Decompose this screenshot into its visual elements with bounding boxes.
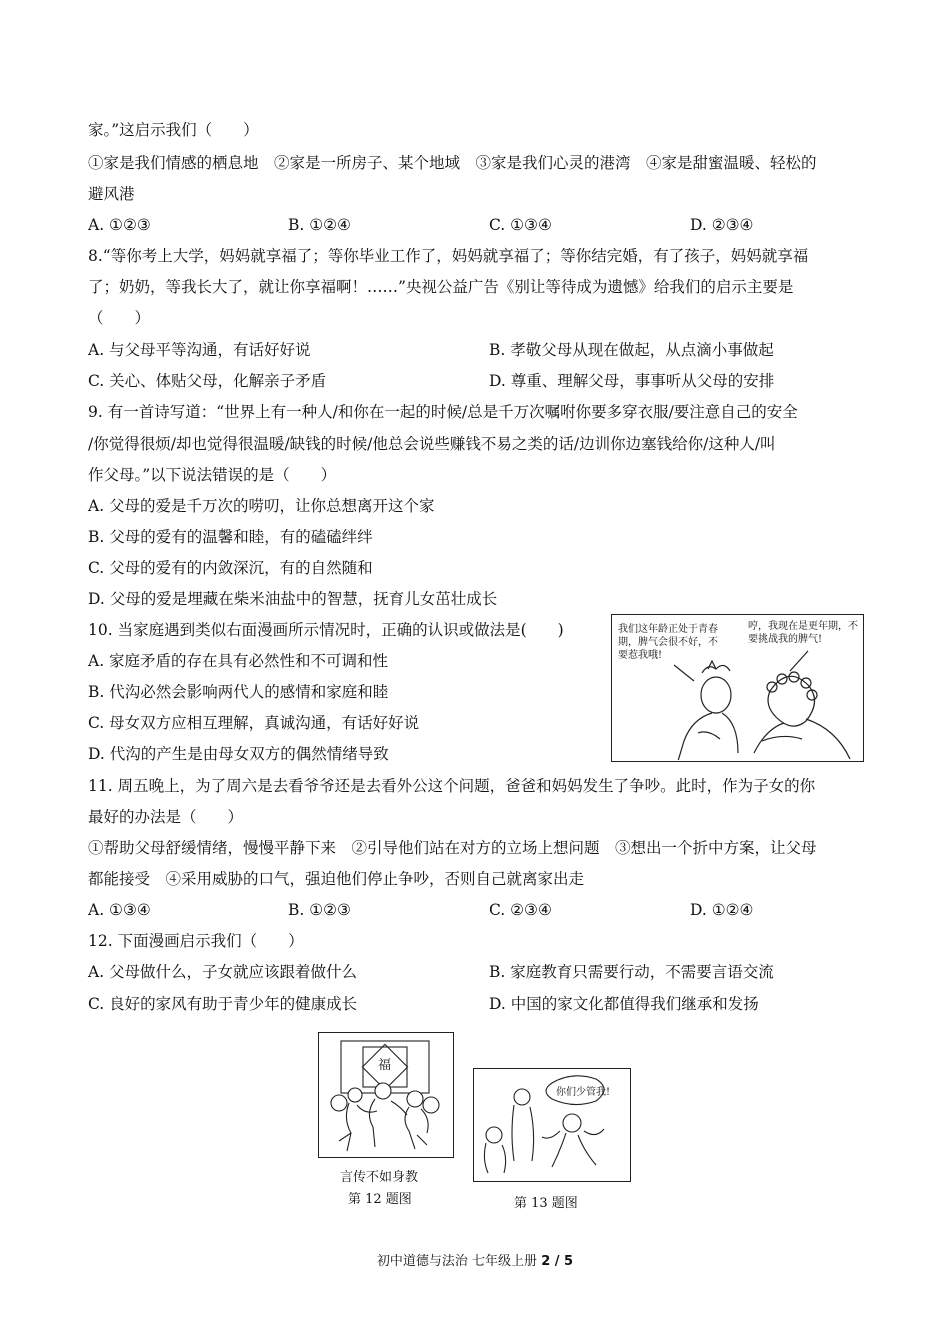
q10-option-a: A. 家庭矛盾的存在具有必然性和不可调和性 [88, 652, 389, 670]
q9-stem-line1: 9. 有一首诗写道：“世界上有一种人/和你在一起的时候/总是千万次嘱咐你要多穿衣服/要注意自己的安全 [88, 403, 798, 421]
q9-option-d: D. 父母的爱是埋藏在柴米油盐中的智慧，抚育儿女茁壮成长 [88, 590, 498, 608]
q12-option-c: C. 良好的家风有助于青少年的健康成长 [88, 995, 358, 1013]
footer-text: 初中道德与法治 七年级上册 [376, 1254, 542, 1269]
q7-option-c: C. ①③④ [489, 216, 552, 234]
q9-stem-line2: /你觉得很烦/却也觉得很温暖/缺钱的时候/他总会说些赚钱不易之类的话/边训你边塞钱给你/这种人/叫 [88, 435, 776, 453]
q11-option-b: B. ①②③ [288, 901, 351, 919]
q8-stem-line3: （ ） [88, 309, 151, 327]
q11-stem-line1: 11. 周五晚上，为了周六是去看爷爷还是去看外公这个问题，爸爸和妈妈发生了争吵。此时，作为子女的你 [88, 777, 816, 795]
q8-option-c: C. 关心、体贴父母，化解亲子矛盾 [88, 372, 327, 390]
q11-statements-line2: 都能接受 ④采用威胁的口气，强迫他们停止争吵，否则自己就离家出走 [88, 870, 585, 888]
q7-option-a: A. ①②③ [88, 216, 151, 234]
q12-option-a: A. 父母做什么，子女就应该跟着做什么 [88, 963, 358, 981]
q7-stem-tail: 家。”这启示我们（ ） [88, 121, 259, 139]
fig13-comic [473, 1068, 631, 1182]
q10-option-b: B. 代沟必然会影响两代人的感情和家庭和睦 [88, 683, 389, 701]
q8-stem-line1: 8.“等你考上大学，妈妈就享福了；等你毕业工作了，妈妈就享福了；等你结完婚，有了孩子，妈妈就享福 [88, 247, 809, 265]
q9-option-a: A. 父母的爱是千万次的唠叨，让你总想离开这个家 [88, 497, 435, 515]
q9-stem-line3: 作父母。”以下说法错误的是（ ） [88, 466, 337, 484]
q12-stem: 12. 下面漫画启示我们（ ） [88, 932, 304, 950]
q7-option-b: B. ①②④ [288, 216, 351, 234]
fig12-fu-sign: 福 [378, 1058, 392, 1073]
fig12-comic [318, 1032, 454, 1158]
q10-comic [611, 614, 864, 762]
q11-option-a: A. ①③④ [88, 901, 151, 919]
fig13-caption: 第 13 题图 [514, 1196, 578, 1211]
q10-comic-bubble-right: 哼，我现在是更年期，不要挑战我的脾气! [748, 621, 858, 645]
fig13-speech-bubble: 你们少管我! [556, 1087, 611, 1098]
q7-statements-line1: ①家是我们情感的栖息地 ②家是一所房子、某个地域 ③家是我们心灵的港湾 ④家是甜蜜温暖、轻松的 [88, 154, 817, 172]
fig12-caption: 第 12 题图 [348, 1192, 412, 1207]
q9-option-b: B. 父母的爱有的温馨和睦，有的磕磕绊绊 [88, 528, 373, 546]
q11-option-d: D. ①②④ [690, 901, 754, 919]
q11-statements-line1: ①帮助父母舒缓情绪，慢慢平静下来 ②引导他们站在对方的立场上想问题 ③想出一个折中方案，让父母 [88, 839, 817, 857]
fig12-comic-drawing [319, 1033, 452, 1156]
q12-option-b: B. 家庭教育只需要行动，不需要言语交流 [489, 963, 774, 981]
q11-stem-line2: 最好的办法是（ ） [88, 808, 244, 826]
q7-statements-line2: 避风港 [88, 185, 135, 203]
q11-option-c: C. ②③④ [489, 901, 552, 919]
q8-option-b: B. 孝敬父母从现在做起，从点滴小事做起 [489, 341, 774, 359]
q12-option-d: D. 中国的家文化都值得我们继承和发扬 [489, 995, 759, 1013]
fig12-title: 言传不如身教 [340, 1170, 419, 1185]
q10-comic-bubble-left: 我们这年龄正处于青春期，脾气会很不好，不要惹我哦! [618, 624, 718, 661]
page-footer [0, 1250, 950, 1269]
q7-option-d: D. ②③④ [690, 216, 754, 234]
q10-option-d: D. 代沟的产生是由母女双方的偶然情绪导致 [88, 745, 389, 763]
q8-option-a: A. 与父母平等沟通，有话好好说 [88, 341, 311, 359]
q8-stem-line2: 了；奶奶，等我长大了，就让你享福啊！……”央视公益广告《别让等待成为遗憾》给我们的启示主要是 [88, 278, 794, 296]
page-number: 2 / 5 [541, 1254, 574, 1269]
q10-stem: 10. 当家庭遇到类似右面漫画所示情况时，正确的认识或做法是( ) [88, 621, 564, 639]
q9-option-c: C. 父母的爱有的内敛深沉，有的自然随和 [88, 559, 373, 577]
q8-option-d: D. 尊重、理解父母，事事听从父母的安排 [489, 372, 775, 390]
q10-comic-drawing [612, 615, 862, 760]
q10-option-c: C. 母女双方应相互理解，真诚沟通，有话好好说 [88, 714, 420, 732]
